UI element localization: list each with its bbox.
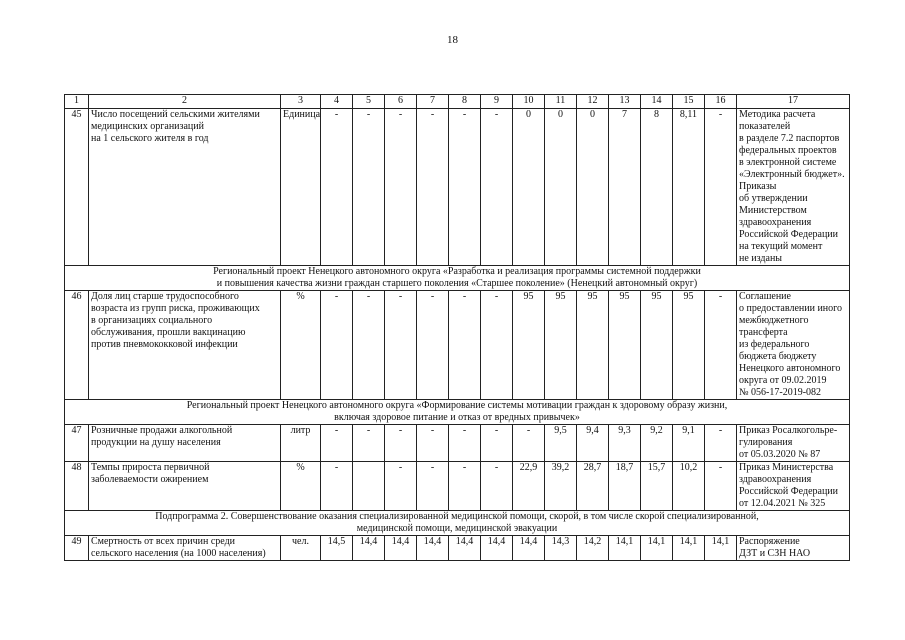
value-cell: 9,4 <box>577 425 609 462</box>
unit-cell: % <box>281 291 321 400</box>
basis-cell: Приказ Росалкогольре- гулирования от 05.03.2020 № 87 <box>737 425 850 462</box>
value-cell: 14,5 <box>321 536 353 561</box>
value-cell: 95 <box>545 291 577 400</box>
value-cell: - <box>705 109 737 266</box>
table-header-row <box>65 95 850 109</box>
column-header: 13 <box>609 95 641 109</box>
value-cell: 95 <box>577 291 609 400</box>
value-cell: 9,1 <box>673 425 705 462</box>
section-title: Подпрограмма 2. Совершенствование оказания специализированной медицинской помощи, скорой, в том числе скорой специализированной, медицинской помощи, медицинской эвакуации <box>65 511 850 536</box>
value-cell: 8,11 <box>673 109 705 266</box>
value-cell: 9,2 <box>641 425 673 462</box>
value-cell: - <box>481 109 513 266</box>
row-number: 45 <box>65 109 89 266</box>
column-header: 2 <box>89 95 281 109</box>
value-cell: - <box>353 425 385 462</box>
value-cell: - <box>385 425 417 462</box>
value-cell: - <box>481 462 513 511</box>
column-header: 4 <box>321 95 353 109</box>
value-cell: 95 <box>673 291 705 400</box>
column-header: 11 <box>545 95 577 109</box>
column-header: 15 <box>673 95 705 109</box>
value-cell: 0 <box>513 109 545 266</box>
value-cell: 14,4 <box>481 536 513 561</box>
value-cell: - <box>321 462 353 511</box>
row-number: 48 <box>65 462 89 511</box>
value-cell: - <box>417 109 449 266</box>
value-cell: - <box>353 291 385 400</box>
value-cell: - <box>481 291 513 400</box>
value-cell: 14,4 <box>449 536 481 561</box>
row-number: 46 <box>65 291 89 400</box>
column-header: 6 <box>385 95 417 109</box>
basis-cell: Распоряжение ДЗТ и СЗН НАО <box>737 536 850 561</box>
value-cell: 10,2 <box>673 462 705 511</box>
column-header: 5 <box>353 95 385 109</box>
value-cell: - <box>449 425 481 462</box>
value-cell: - <box>385 109 417 266</box>
value-cell: 14,4 <box>353 536 385 561</box>
section-title: Региональный проект Ненецкого автономного округа «Разработка и реализация программы системной поддержки и повышения качества жизни граждан старшего поколения «Старшее поколение» (Ненецкий автономный округ) <box>65 266 850 291</box>
column-header: 7 <box>417 95 449 109</box>
value-cell: - <box>481 425 513 462</box>
value-cell: - <box>417 291 449 400</box>
value-cell: - <box>353 109 385 266</box>
value-cell: 14,1 <box>641 536 673 561</box>
value-cell: 14,1 <box>705 536 737 561</box>
value-cell: 0 <box>545 109 577 266</box>
value-cell: 18,7 <box>609 462 641 511</box>
value-cell: - <box>513 425 545 462</box>
value-cell: 7 <box>609 109 641 266</box>
section-subheader-row <box>65 400 850 425</box>
value-cell: 14,1 <box>673 536 705 561</box>
table-row <box>65 291 850 400</box>
indicator-name: Темпы прироста первичной заболеваемости ожирением <box>89 462 281 511</box>
section-subheader-row <box>65 266 850 291</box>
column-header: 1 <box>65 95 89 109</box>
value-cell: - <box>417 462 449 511</box>
value-cell: 14,1 <box>609 536 641 561</box>
value-cell: 95 <box>609 291 641 400</box>
unit-cell: % <box>281 462 321 511</box>
value-cell: 15,7 <box>641 462 673 511</box>
value-cell: 14,4 <box>417 536 449 561</box>
basis-cell: Соглашение о предоставлении иного межбюджетного трансферта из федерального бюджета бюджету Ненецкого автономного округа от 09.02.2019 № 056-17-2019-082 <box>737 291 850 400</box>
row-number: 49 <box>65 536 89 561</box>
value-cell: 14,4 <box>513 536 545 561</box>
unit-cell: чел. <box>281 536 321 561</box>
column-header: 17 <box>737 95 850 109</box>
unit-cell: Единица <box>281 109 321 266</box>
table-row <box>65 536 850 561</box>
value-cell: - <box>705 291 737 400</box>
indicator-name: Число посещений сельскими жителями медицинских организаций на 1 сельского жителя в год <box>89 109 281 266</box>
value-cell: 28,7 <box>577 462 609 511</box>
value-cell: - <box>417 425 449 462</box>
indicator-name: Доля лиц старше трудоспособного возраста из групп риска, проживающих в организациях социального обслуживания, прошли вакцинацию против пневмококковой инфекции <box>89 291 281 400</box>
basis-cell: Приказ Министерства здравоохранения Российской Федерации от 12.04.2021 № 325 <box>737 462 850 511</box>
column-header: 3 <box>281 95 321 109</box>
value-cell: - <box>385 291 417 400</box>
section-subheader-row <box>65 511 850 536</box>
row-number: 47 <box>65 425 89 462</box>
value-cell: 14,4 <box>385 536 417 561</box>
indicator-name: Розничные продажи алкогольной продукции на душу населения <box>89 425 281 462</box>
column-header: 9 <box>481 95 513 109</box>
value-cell: - <box>449 291 481 400</box>
indicators-table <box>64 94 850 561</box>
value-cell: 8 <box>641 109 673 266</box>
table-body <box>65 109 850 561</box>
table-row <box>65 425 850 462</box>
value-cell: - <box>385 462 417 511</box>
column-header: 8 <box>449 95 481 109</box>
value-cell: - <box>321 425 353 462</box>
value-cell: 39,2 <box>545 462 577 511</box>
value-cell <box>353 462 385 511</box>
value-cell: - <box>705 425 737 462</box>
column-header: 12 <box>577 95 609 109</box>
page-number: 18 <box>447 34 458 46</box>
column-header: 16 <box>705 95 737 109</box>
column-header: 10 <box>513 95 545 109</box>
indicator-name: Смертность от всех причин среди сельского населения (на 1000 населения) <box>89 536 281 561</box>
basis-cell: Методика расчета показателей в разделе 7.2 паспортов федеральных проектов в электронной системе «Электронный бюджет». Приказы об утверждении Министерством здравоохранения Российской Федерации на текущий момент не изданы <box>737 109 850 266</box>
value-cell: - <box>321 291 353 400</box>
value-cell: - <box>449 109 481 266</box>
value-cell: - <box>449 462 481 511</box>
value-cell: - <box>321 109 353 266</box>
unit-cell: литр <box>281 425 321 462</box>
value-cell: 14,2 <box>577 536 609 561</box>
value-cell: 95 <box>513 291 545 400</box>
section-title: Региональный проект Ненецкого автономного округа «Формирование системы мотивации граждан к здоровому образу жизни, включая здоровое питание и отказ от вредных привычек» <box>65 400 850 425</box>
value-cell: 22,9 <box>513 462 545 511</box>
value-cell: 9,3 <box>609 425 641 462</box>
value-cell: 14,3 <box>545 536 577 561</box>
table-row <box>65 109 850 266</box>
value-cell: 0 <box>577 109 609 266</box>
value-cell: 95 <box>641 291 673 400</box>
table-row <box>65 462 850 511</box>
value-cell: 9,5 <box>545 425 577 462</box>
column-header: 14 <box>641 95 673 109</box>
value-cell: - <box>705 462 737 511</box>
